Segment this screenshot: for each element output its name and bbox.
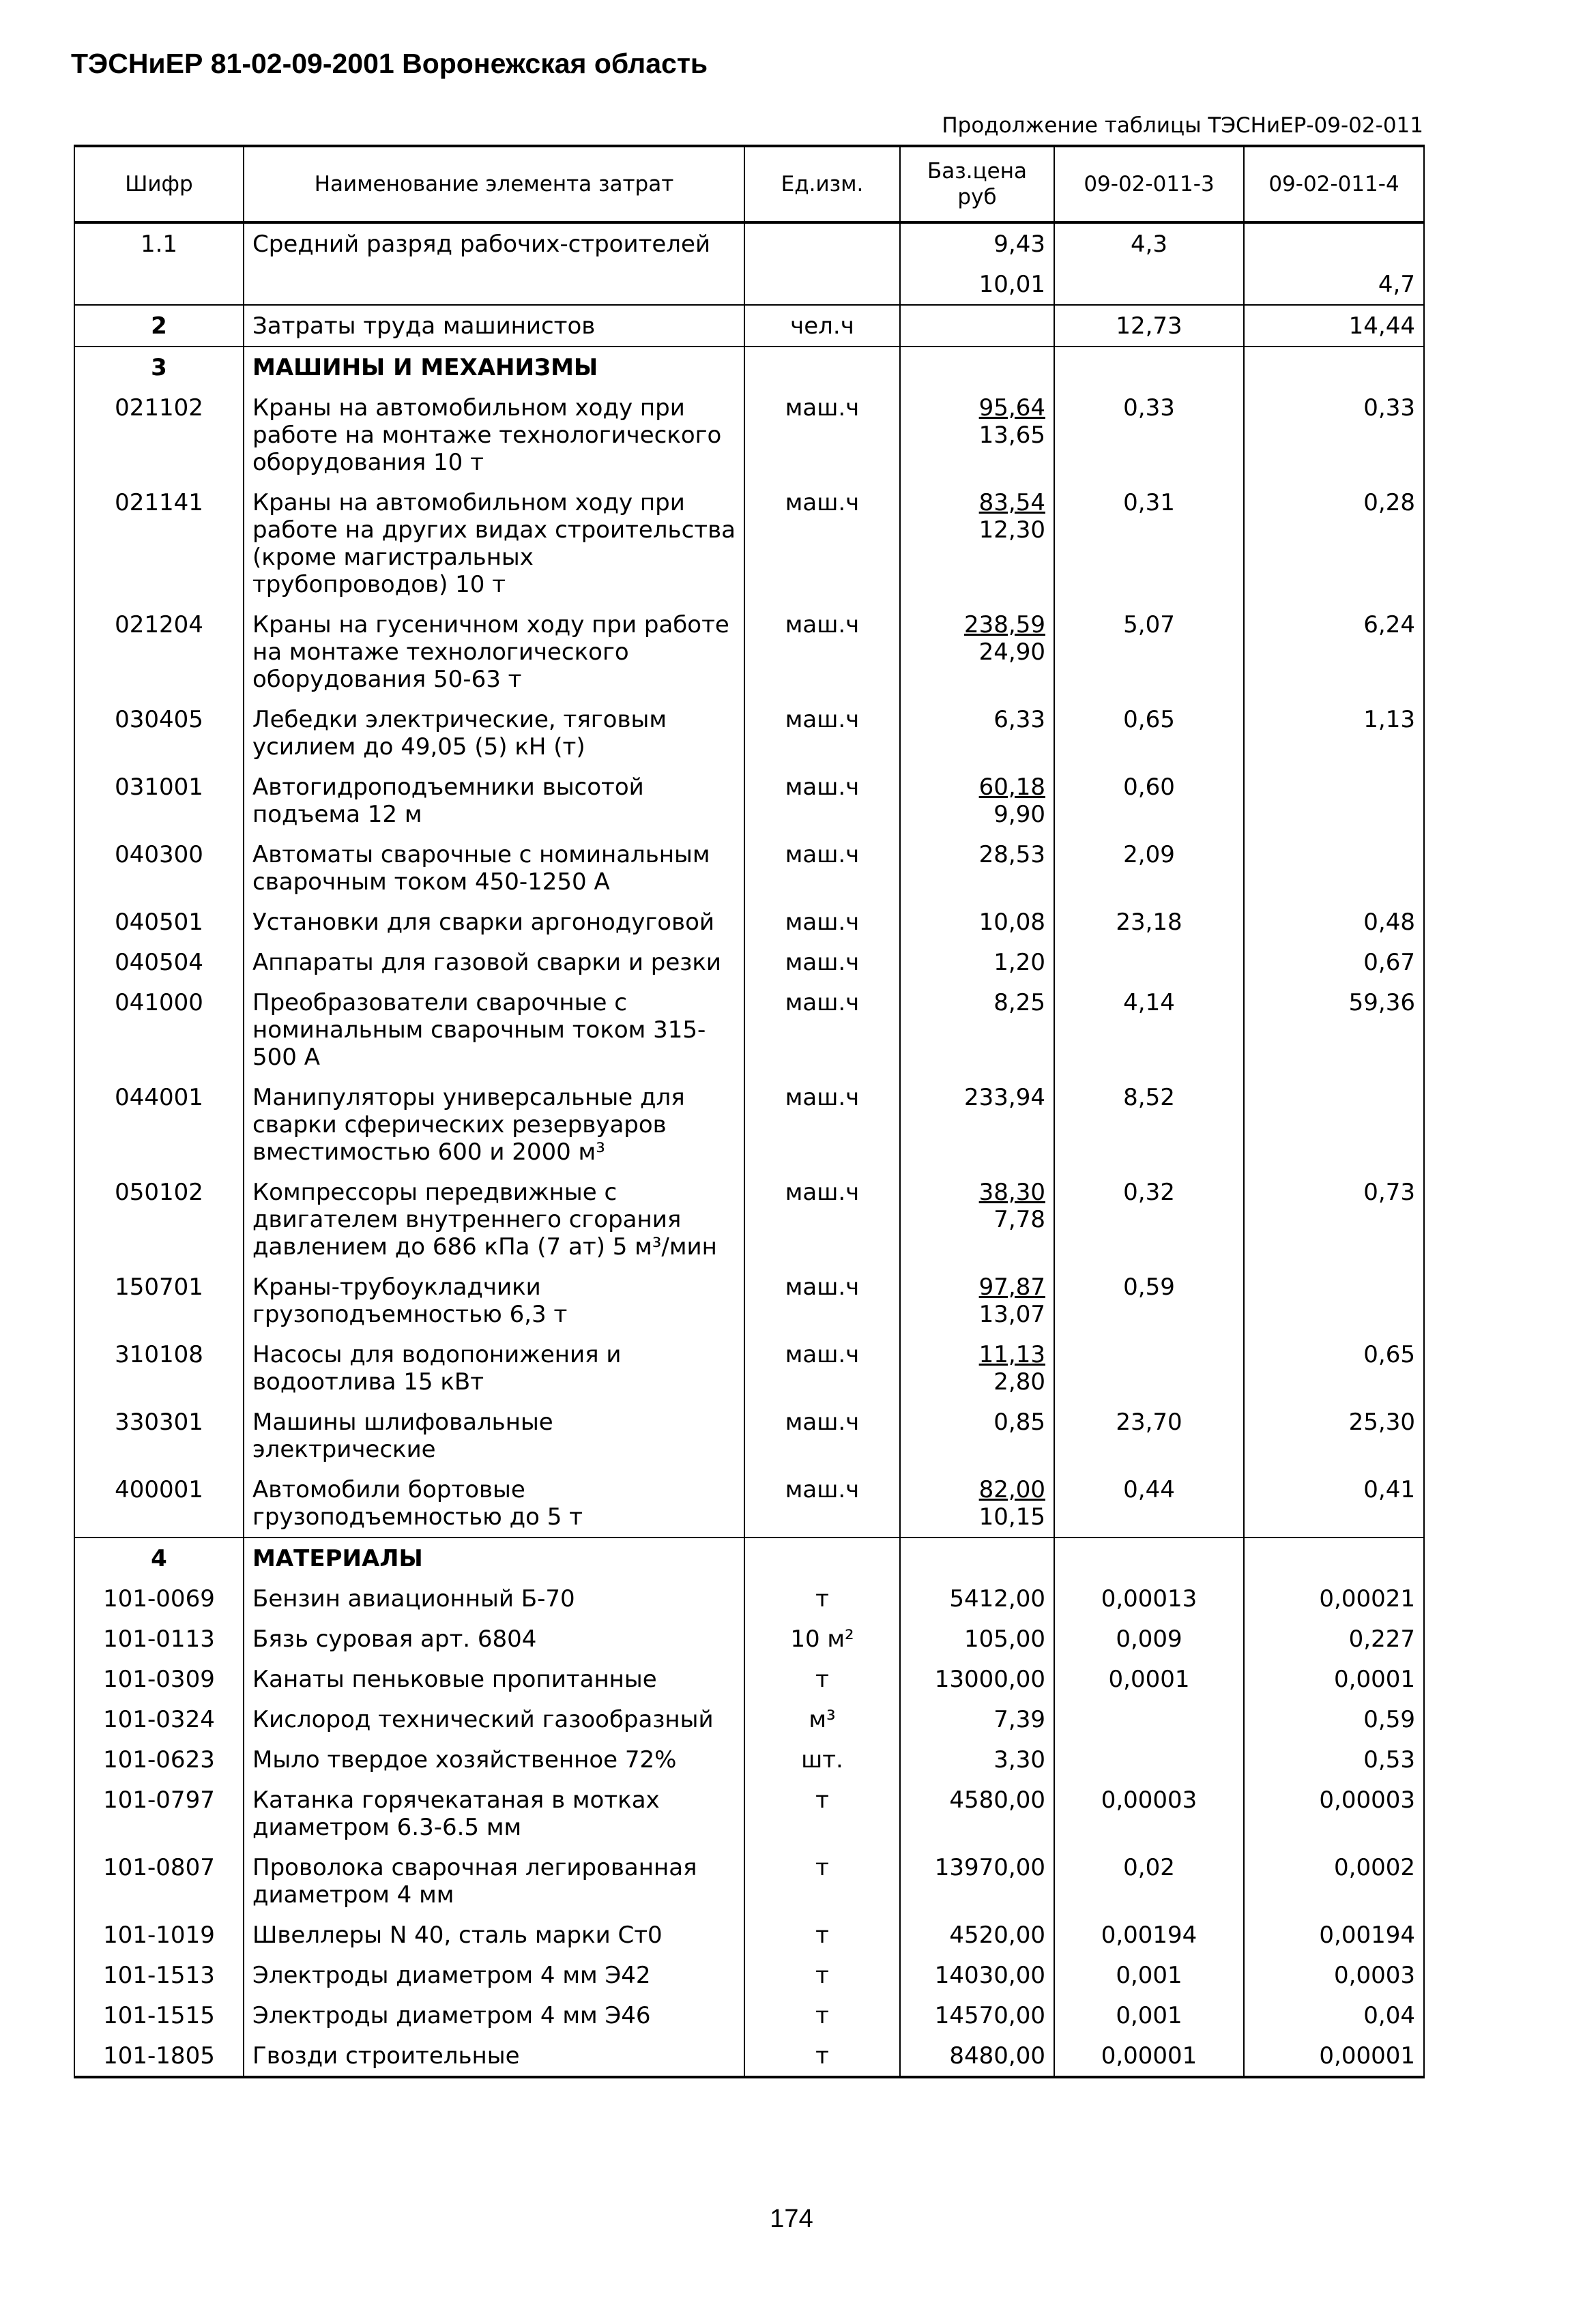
cell-base-price	[900, 264, 1054, 305]
cell-name: Краны на гусеничном ходу при работе на монтаже технологического оборудования 50-63 т	[244, 604, 744, 699]
cell-code: 2	[74, 305, 244, 347]
cell-base-price	[900, 1955, 1054, 1995]
table-row	[74, 1699, 1424, 1739]
cell-name: Насосы для водопонижения и водоотлива 15 кВт	[244, 1334, 744, 1402]
table-row	[74, 767, 1424, 834]
cell-name: Краны на автомобильном ходу при работе на монтаже технологического оборудования 10 т	[244, 387, 744, 482]
table-header	[74, 146, 1424, 222]
cell-base-price	[900, 699, 1054, 767]
table-row	[74, 1915, 1424, 1955]
table-row	[74, 1267, 1424, 1334]
cell-unit: чел.ч	[744, 305, 900, 347]
cell-code: 101-1805	[74, 2035, 244, 2077]
cell-name: Аппараты для газовой сварки и резки	[244, 942, 744, 982]
cell-norm-09-02-011-3	[1054, 1739, 1244, 1780]
table-row	[74, 482, 1424, 604]
cell-base-price	[900, 1739, 1054, 1780]
cell-norm-09-02-011-3	[1054, 942, 1244, 982]
cell-norm-09-02-011-4: 14,44	[1244, 305, 1424, 347]
header-norm-09-02-011-3: 09-02-011-3	[1054, 146, 1244, 222]
price-total: 3,30	[993, 1746, 1045, 1774]
cell-base-price	[900, 1699, 1054, 1739]
price-total: 95,64	[978, 394, 1045, 422]
cell-base-price	[900, 604, 1054, 699]
cell-norm-09-02-011-3: 8,52	[1054, 1077, 1244, 1172]
table-row	[74, 1780, 1424, 1847]
table-row	[74, 1077, 1424, 1172]
cell-norm-09-02-011-4: 0,0003	[1244, 1955, 1424, 1995]
header-unit: Ед.изм.	[744, 146, 900, 222]
table-row	[74, 982, 1424, 1077]
cell-norm-09-02-011-4: 0,04	[1244, 1995, 1424, 2035]
resource-norms-table	[74, 145, 1425, 2078]
cell-norm-09-02-011-4: 0,48	[1244, 902, 1424, 942]
cell-norm-09-02-011-4: 59,36	[1244, 982, 1424, 1077]
cell-unit: т	[744, 2035, 900, 2077]
cell-unit: маш.ч	[744, 1402, 900, 1469]
cell-code: 3	[74, 347, 244, 387]
header-base-price: Баз.цена руб	[900, 146, 1054, 222]
cell-base-price	[900, 902, 1054, 942]
cell-base-price	[900, 1847, 1054, 1915]
cell-name: Компрессоры передвижные с двигателем внутреннего сгорания давлением до 686 кПа (7 ат) 5 м³/мин	[244, 1172, 744, 1267]
table-continuation-caption: Продолжение таблицы ТЭСНиЕР-09-02-011	[942, 113, 1423, 138]
cell-code: 040501	[74, 902, 244, 942]
price-total: 4520,00	[949, 1922, 1045, 1949]
cell-norm-09-02-011-3: 0,0001	[1054, 1659, 1244, 1699]
cell-norm-09-02-011-4: 0,73	[1244, 1172, 1424, 1267]
cell-code: 021204	[74, 604, 244, 699]
price-wage-part: 2,80	[993, 1368, 1045, 1396]
cell-unit: маш.ч	[744, 387, 900, 482]
cell-unit: т	[744, 1659, 900, 1699]
cell-code: 4	[74, 1538, 244, 1578]
cell-norm-09-02-011-4: 0,00003	[1244, 1780, 1424, 1847]
cell-code: 310108	[74, 1334, 244, 1402]
cell-norm-09-02-011-3: 4,3	[1054, 222, 1244, 264]
cell-name: МАТЕРИАЛЫ	[244, 1538, 744, 1578]
cell-base-price	[900, 1402, 1054, 1469]
cell-name: Затраты труда машинистов	[244, 305, 744, 347]
price-total: 10,08	[978, 909, 1045, 936]
cell-base-price	[900, 1780, 1054, 1847]
cell-code: 031001	[74, 767, 244, 834]
cell-name: Манипуляторы универсальные для сварки сферических резервуаров вместимостью 600 и 2000 м³	[244, 1077, 744, 1172]
cell-norm-09-02-011-4: 6,24	[1244, 604, 1424, 699]
table-row	[74, 1739, 1424, 1780]
price-total: 10,01	[978, 271, 1045, 298]
cell-norm-09-02-011-3	[1054, 1699, 1244, 1739]
cell-norm-09-02-011-4	[1244, 1267, 1424, 1334]
cell-norm-09-02-011-4	[1244, 834, 1424, 902]
price-total: 11,13	[978, 1341, 1045, 1368]
cell-unit: т	[744, 1915, 900, 1955]
cell-norm-09-02-011-3: 0,59	[1054, 1267, 1244, 1334]
cell-unit: маш.ч	[744, 1267, 900, 1334]
cell-norm-09-02-011-3: 0,001	[1054, 1955, 1244, 1995]
price-wage-part: 13,65	[978, 422, 1045, 449]
cell-base-price	[900, 482, 1054, 604]
cell-norm-09-02-011-4: 0,41	[1244, 1469, 1424, 1538]
cell-code: 050102	[74, 1172, 244, 1267]
cell-base-price	[900, 1659, 1054, 1699]
cell-base-price	[900, 834, 1054, 902]
cell-name: Средний разряд рабочих-строителей	[244, 222, 744, 264]
cell-name: Кислород технический газообразный	[244, 1699, 744, 1739]
price-total: 9,43	[993, 231, 1045, 258]
cell-name: МАШИНЫ И МЕХАНИЗМЫ	[244, 347, 744, 387]
cell-unit: маш.ч	[744, 834, 900, 902]
cell-norm-09-02-011-4	[1244, 1538, 1424, 1578]
cell-norm-09-02-011-3: 5,07	[1054, 604, 1244, 699]
cell-name: Машины шлифовальные электрические	[244, 1402, 744, 1469]
cell-base-price	[900, 347, 1054, 387]
cell-unit: маш.ч	[744, 942, 900, 982]
cell-norm-09-02-011-3: 12,73	[1054, 305, 1244, 347]
cell-name: Гвозди строительные	[244, 2035, 744, 2077]
table-row	[74, 387, 1424, 482]
cell-code: 044001	[74, 1077, 244, 1172]
table-row	[74, 222, 1424, 264]
table-body	[74, 222, 1424, 2077]
cell-base-price	[900, 1619, 1054, 1659]
cell-unit	[744, 264, 900, 305]
cell-code: 021141	[74, 482, 244, 604]
table-row	[74, 1847, 1424, 1915]
cell-name: Бензин авиационный Б-70	[244, 1578, 744, 1619]
cell-code: 101-1019	[74, 1915, 244, 1955]
cell-code: 021102	[74, 387, 244, 482]
cell-code: 101-0797	[74, 1780, 244, 1847]
table-row	[74, 1538, 1424, 1578]
cell-norm-09-02-011-4: 0,0002	[1244, 1847, 1424, 1915]
cell-norm-09-02-011-3	[1054, 347, 1244, 387]
cell-name: Установки для сварки аргонодуговой	[244, 902, 744, 942]
price-total: 97,87	[978, 1274, 1045, 1301]
price-total: 8,25	[993, 989, 1045, 1016]
cell-norm-09-02-011-3: 0,009	[1054, 1619, 1244, 1659]
cell-norm-09-02-011-4: 0,227	[1244, 1619, 1424, 1659]
cell-norm-09-02-011-3: 2,09	[1054, 834, 1244, 902]
cell-norm-09-02-011-3: 0,00013	[1054, 1578, 1244, 1619]
cell-base-price	[900, 1172, 1054, 1267]
cell-code: 101-0807	[74, 1847, 244, 1915]
cell-base-price	[900, 305, 1054, 347]
cell-norm-09-02-011-4: 0,59	[1244, 1699, 1424, 1739]
cell-norm-09-02-011-4: 0,67	[1244, 942, 1424, 982]
cell-base-price	[900, 387, 1054, 482]
cell-base-price	[900, 2035, 1054, 2077]
cell-base-price	[900, 1469, 1054, 1538]
cell-unit	[744, 347, 900, 387]
cell-code: 150701	[74, 1267, 244, 1334]
cell-norm-09-02-011-4	[1244, 222, 1424, 264]
cell-code: 040504	[74, 942, 244, 982]
price-total: 14030,00	[934, 1962, 1045, 1989]
cell-name: Автомобили бортовые грузоподъемностью до 5 т	[244, 1469, 744, 1538]
cell-norm-09-02-011-4	[1244, 1077, 1424, 1172]
cell-norm-09-02-011-3: 4,14	[1054, 982, 1244, 1077]
cell-norm-09-02-011-4: 0,65	[1244, 1334, 1424, 1402]
cell-name: Мыло твердое хозяйственное 72%	[244, 1739, 744, 1780]
price-wage-part: 7,78	[993, 1206, 1045, 1233]
price-total: 5412,00	[949, 1585, 1045, 1613]
cell-code: 041000	[74, 982, 244, 1077]
cell-base-price	[900, 1077, 1054, 1172]
price-total: 105,00	[964, 1626, 1045, 1653]
cell-code: 400001	[74, 1469, 244, 1538]
cell-name: Электроды диаметром 4 мм Э46	[244, 1995, 744, 2035]
cell-norm-09-02-011-3	[1054, 1334, 1244, 1402]
cell-unit: маш.ч	[744, 902, 900, 942]
cell-norm-09-02-011-3: 0,001	[1054, 1995, 1244, 2035]
cell-unit: 10 м²	[744, 1619, 900, 1659]
price-total: 4580,00	[949, 1786, 1045, 1814]
cell-norm-09-02-011-4: 0,00001	[1244, 2035, 1424, 2077]
cell-name: Автогидроподъемники высотой подъема 12 м	[244, 767, 744, 834]
cell-unit: маш.ч	[744, 1469, 900, 1538]
table-row	[74, 942, 1424, 982]
table-row	[74, 1402, 1424, 1469]
cell-name: Краны-трубоукладчики грузоподъемностью 6,3 т	[244, 1267, 744, 1334]
cell-norm-09-02-011-4: 1,13	[1244, 699, 1424, 767]
cell-unit	[744, 1538, 900, 1578]
cell-norm-09-02-011-3: 0,60	[1054, 767, 1244, 834]
cell-norm-09-02-011-4: 4,7	[1244, 264, 1424, 305]
cell-name: Проволока сварочная легированная диаметром 4 мм	[244, 1847, 744, 1915]
cell-name: Швеллеры N 40, сталь марки Ст0	[244, 1915, 744, 1955]
document-title: ТЭСНиЕР 81-02-09-2001 Воронежская область	[71, 48, 708, 79]
cell-norm-09-02-011-4: 0,00194	[1244, 1915, 1424, 1955]
table-row	[74, 2035, 1424, 2077]
cell-norm-09-02-011-3: 0,31	[1054, 482, 1244, 604]
cell-base-price	[900, 767, 1054, 834]
cell-base-price	[900, 1578, 1054, 1619]
page-number: 174	[770, 2205, 813, 2233]
table-row	[74, 1619, 1424, 1659]
cell-code: 101-0324	[74, 1699, 244, 1739]
cell-unit: маш.ч	[744, 699, 900, 767]
price-wage-part: 13,07	[978, 1301, 1045, 1328]
cell-unit: маш.ч	[744, 604, 900, 699]
cell-code: 030405	[74, 699, 244, 767]
cell-norm-09-02-011-3	[1054, 264, 1244, 305]
header-row	[74, 146, 1424, 222]
cell-code: 101-1515	[74, 1995, 244, 2035]
cell-unit: т	[744, 1578, 900, 1619]
cell-norm-09-02-011-3: 0,32	[1054, 1172, 1244, 1267]
cell-norm-09-02-011-4: 0,0001	[1244, 1659, 1424, 1699]
header-norm-09-02-011-4: 09-02-011-4	[1244, 146, 1424, 222]
table-row	[74, 699, 1424, 767]
table-row	[74, 1955, 1424, 1995]
price-total: 38,30	[978, 1179, 1045, 1206]
table-row	[74, 834, 1424, 902]
price-total: 6,33	[993, 706, 1045, 733]
header-name: Наименование элемента затрат	[244, 146, 744, 222]
table-row	[74, 1995, 1424, 2035]
cell-unit: т	[744, 1847, 900, 1915]
cell-base-price	[900, 1267, 1054, 1334]
price-total: 0,85	[993, 1409, 1045, 1436]
price-total: 238,59	[964, 611, 1045, 638]
price-total: 14570,00	[934, 2002, 1045, 2029]
cell-norm-09-02-011-3	[1054, 1538, 1244, 1578]
cell-norm-09-02-011-3: 0,65	[1054, 699, 1244, 767]
cell-code: 101-1513	[74, 1955, 244, 1995]
cell-base-price	[900, 1334, 1054, 1402]
cell-norm-09-02-011-4: 0,33	[1244, 387, 1424, 482]
cell-name: Краны на автомобильном ходу при работе на других видах строительства (кроме магистральных трубопроводов) 10 т	[244, 482, 744, 604]
cell-norm-09-02-011-3: 0,00001	[1054, 2035, 1244, 2077]
price-wage-part: 10,15	[978, 1503, 1045, 1531]
cell-base-price	[900, 982, 1054, 1077]
cell-norm-09-02-011-4	[1244, 347, 1424, 387]
cell-code: 101-0113	[74, 1619, 244, 1659]
cell-norm-09-02-011-3: 0,00194	[1054, 1915, 1244, 1955]
table-row	[74, 1334, 1424, 1402]
cell-norm-09-02-011-3: 23,18	[1054, 902, 1244, 942]
cell-unit: маш.ч	[744, 1172, 900, 1267]
cell-name: Бязь суровая арт. 6804	[244, 1619, 744, 1659]
cell-code: 101-0309	[74, 1659, 244, 1699]
cell-norm-09-02-011-4: 0,28	[1244, 482, 1424, 604]
cell-unit: т	[744, 1995, 900, 2035]
price-total: 28,53	[978, 841, 1045, 868]
cell-name: Электроды диаметром 4 мм Э42	[244, 1955, 744, 1995]
header-code: Шифр	[74, 146, 244, 222]
cell-unit: м³	[744, 1699, 900, 1739]
cell-code: 101-0623	[74, 1739, 244, 1780]
table-row	[74, 305, 1424, 347]
cell-code: 101-0069	[74, 1578, 244, 1619]
price-total: 83,54	[978, 489, 1045, 516]
table-row	[74, 604, 1424, 699]
table-row	[74, 902, 1424, 942]
price-total: 13000,00	[934, 1666, 1045, 1693]
cell-norm-09-02-011-3: 0,02	[1054, 1847, 1244, 1915]
cell-norm-09-02-011-4: 0,53	[1244, 1739, 1424, 1780]
price-total: 1,20	[993, 949, 1045, 976]
table-row	[74, 1578, 1424, 1619]
cell-norm-09-02-011-3: 0,00003	[1054, 1780, 1244, 1847]
price-total: 60,18	[978, 774, 1045, 801]
cell-norm-09-02-011-3: 0,33	[1054, 387, 1244, 482]
cell-unit: маш.ч	[744, 1077, 900, 1172]
cell-code: 040300	[74, 834, 244, 902]
cell-name	[244, 264, 744, 305]
cell-code: 330301	[74, 1402, 244, 1469]
cell-norm-09-02-011-4	[1244, 767, 1424, 834]
cell-norm-09-02-011-4: 0,00021	[1244, 1578, 1424, 1619]
table-row	[74, 264, 1424, 305]
table-row	[74, 1172, 1424, 1267]
table-row	[74, 347, 1424, 387]
cell-norm-09-02-011-3: 0,44	[1054, 1469, 1244, 1538]
price-total: 13970,00	[934, 1854, 1045, 1881]
cell-norm-09-02-011-4: 25,30	[1244, 1402, 1424, 1469]
price-wage-part: 12,30	[978, 516, 1045, 544]
price-total: 8480,00	[949, 2042, 1045, 2070]
cell-unit: маш.ч	[744, 982, 900, 1077]
cell-unit: маш.ч	[744, 482, 900, 604]
table-row	[74, 1469, 1424, 1538]
price-total: 7,39	[993, 1706, 1045, 1733]
price-wage-part: 24,90	[978, 638, 1045, 666]
cell-unit: т	[744, 1780, 900, 1847]
cell-unit: шт.	[744, 1739, 900, 1780]
price-total: 82,00	[978, 1476, 1045, 1503]
cell-name: Автоматы сварочные с номинальным сварочным током 450-1250 А	[244, 834, 744, 902]
cell-base-price	[900, 942, 1054, 982]
cell-unit: маш.ч	[744, 767, 900, 834]
cell-base-price	[900, 1915, 1054, 1955]
cell-unit: маш.ч	[744, 1334, 900, 1402]
cell-unit	[744, 222, 900, 264]
cell-name: Преобразователи сварочные с номинальным сварочным током 315-500 А	[244, 982, 744, 1077]
table-row	[74, 1659, 1424, 1699]
cell-base-price	[900, 1995, 1054, 2035]
cell-name: Катанка горячекатаная в мотках диаметром 6.3-6.5 мм	[244, 1780, 744, 1847]
cell-name: Канаты пеньковые пропитанные	[244, 1659, 744, 1699]
cell-code	[74, 264, 244, 305]
cell-code: 1.1	[74, 222, 244, 264]
cell-base-price	[900, 222, 1054, 264]
price-total: 233,94	[964, 1084, 1045, 1111]
cell-base-price	[900, 1538, 1054, 1578]
cell-name: Лебедки электрические, тяговым усилием до 49,05 (5) кН (т)	[244, 699, 744, 767]
price-wage-part: 9,90	[993, 801, 1045, 828]
cell-norm-09-02-011-3: 23,70	[1054, 1402, 1244, 1469]
cell-unit: т	[744, 1955, 900, 1995]
